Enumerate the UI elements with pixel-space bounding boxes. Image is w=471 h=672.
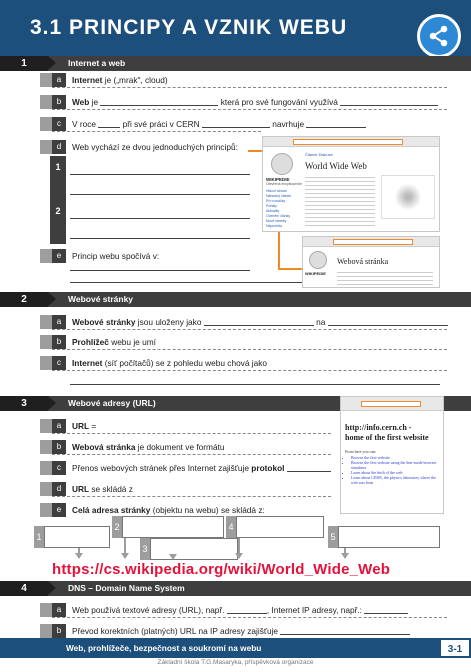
wikipedia-globe-icon (271, 153, 293, 175)
question-3b (0, 439, 471, 455)
answer-blank[interactable] (306, 119, 366, 128)
cern-link[interactable]: • Browse the first website using the line-mode browser simulator (351, 460, 441, 470)
question-letter: b (52, 624, 66, 638)
cern-link[interactable]: • Learn about CERN, the physics laboratory where the web was born (351, 475, 441, 485)
url-part-number-5: 5 (328, 526, 338, 548)
wikipedia-screenshot-2: WIKIPEDIE Webová stránka (302, 236, 440, 288)
question-text: V roce při své práci v CERN navrhuje (72, 119, 366, 129)
question-4a (0, 602, 471, 618)
principle-number-1: 1 (50, 156, 66, 200)
url-part-number-4: 4 (226, 516, 236, 538)
arrow-down-icon (75, 553, 83, 559)
school-name: Základní škola T.G.Masaryka, příspěvková organizace (157, 659, 314, 666)
arrow-down-icon (235, 553, 243, 559)
answer-line[interactable] (70, 194, 250, 195)
question-text: Přenos webových stránek přes Internet zajišťuje protokol (72, 463, 331, 473)
cern-first-website-screenshot: http://info.cern.ch - home of the first website From here you can: • Browse the first website • Browse the first website using the line-mode browser simulator • Learn about the birth of the web • Learn about CERN, the physics laboratory where the web was born (340, 396, 444, 514)
arrow-down-icon (341, 553, 349, 559)
url-part-box-1[interactable] (44, 526, 110, 548)
answer-blank[interactable] (287, 463, 331, 472)
question-letter: d (52, 482, 66, 496)
question-text: URL se skládá z (72, 484, 133, 494)
section-number: 1 (0, 56, 48, 71)
page-number: 3-1 (439, 638, 471, 658)
wikipedia-logo: WIKIPEDIE (266, 177, 290, 182)
section-bar-4 (0, 581, 471, 596)
page-title: 3.1 PRINCIPY A VZNIK WEBU (30, 16, 348, 39)
url-part-number-1: 1 (34, 526, 44, 548)
question-text: Celá adresa stránky (objektu na webu) se skládá z: (72, 505, 265, 515)
question-letter: b (52, 440, 66, 454)
answer-line[interactable] (70, 174, 250, 175)
question-letter: a (52, 73, 66, 87)
example-url: https://cs.wikipedia.org/wiki/World_Wide_Web (52, 561, 391, 578)
section-title: Webové stránky (68, 294, 134, 304)
url-part-box-3[interactable] (150, 538, 238, 560)
url-part-number-3: 3 (140, 538, 150, 560)
section-number: 4 (0, 581, 48, 596)
question-1c (0, 116, 471, 132)
question-2c (0, 355, 471, 371)
question-letter: a (52, 603, 66, 617)
question-3c (0, 460, 471, 476)
question-text: Prohlížeč webu je umí (72, 337, 156, 347)
question-2a (0, 314, 471, 330)
section-title: Webové adresy (URL) (68, 398, 156, 408)
answer-blank[interactable] (98, 119, 120, 128)
share-icon (427, 24, 451, 48)
answer-blank[interactable] (364, 605, 408, 614)
answer-line[interactable] (70, 238, 250, 239)
question-letter: a (52, 315, 66, 329)
question-letter: a (52, 419, 66, 433)
wikipedia-globe-icon (309, 251, 327, 269)
answer-blank[interactable] (340, 97, 438, 106)
cern-link[interactable]: • Learn about the birth of the web (351, 470, 441, 475)
question-4b (0, 623, 471, 639)
answer-blank[interactable] (202, 119, 270, 128)
cern-url-heading: http://info.cern.ch - (345, 423, 412, 432)
section-title: DNS – Domain Name System (68, 583, 185, 593)
cern-link[interactable]: • Browse the first website (351, 455, 441, 460)
arrow-down-icon (169, 554, 177, 560)
question-text: Princip webu spočívá v: (72, 251, 160, 261)
question-letter: c (52, 117, 66, 131)
cern-subtitle: home of the first website (345, 433, 429, 442)
answer-line[interactable] (70, 270, 250, 271)
wikipedia-nav: Hlavní strana Náhodný článek Pro nováčky Portály Aktuality Ocenění články Nové stránky Nápověda (266, 189, 292, 228)
question-letter: e (52, 249, 66, 263)
question-letter: b (52, 95, 66, 109)
question-letter: b (52, 335, 66, 349)
question-3a (0, 418, 471, 434)
section-number: 3 (0, 396, 48, 411)
wikipedia-heading: World Wide Web (305, 161, 367, 171)
url-part-box-2[interactable] (122, 516, 224, 538)
arrow-down-icon (121, 553, 129, 559)
question-3d (0, 481, 471, 497)
question-1b (0, 94, 471, 110)
url-part-box-4[interactable] (236, 516, 324, 538)
answer-blank[interactable] (280, 626, 410, 635)
web-graph-image (381, 175, 435, 219)
question-text: Internet je („mrak", cloud) (72, 75, 168, 85)
question-text: Převod korektních (platných) URL na IP adresy zajišťuje (72, 626, 410, 636)
answer-line[interactable] (70, 384, 440, 385)
answer-blank[interactable] (204, 317, 314, 326)
question-letter: c (52, 356, 66, 370)
question-text: Webové stránky jsou uloženy jako na (72, 317, 448, 327)
url-part-box-5[interactable] (338, 526, 440, 548)
section-number: 2 (0, 292, 48, 307)
answer-line[interactable] (70, 218, 250, 219)
question-text: URL = (72, 421, 97, 431)
question-text: Web je která pro své fungování využívá (72, 97, 438, 107)
question-text: Web používá textové adresy (URL), např. , Internet IP adresy, např.: (72, 605, 408, 615)
section-bar-1 (0, 56, 471, 71)
question-letter: d (52, 140, 66, 154)
question-2b (0, 334, 471, 350)
page-footer (0, 638, 471, 658)
answer-blank[interactable] (227, 605, 267, 614)
section-title: Internet a web (68, 58, 126, 68)
question-text: Web vychází ze dvou jednoduchých principů: (72, 142, 238, 152)
answer-blank[interactable] (100, 97, 218, 106)
url-part-number-2: 2 (112, 516, 122, 538)
principle-number-2: 2 (50, 200, 66, 244)
footer-label: Web, prohlížeče, bezpečnost a soukromí na webu (66, 643, 262, 653)
question-text: Internet (síť počítačů) se z pohledu webu chová jako (72, 358, 267, 368)
section-bar-2 (0, 292, 471, 307)
answer-blank[interactable] (328, 317, 448, 326)
question-letter: c (52, 461, 66, 475)
share-button[interactable] (417, 14, 461, 58)
wikipedia-screenshot: WIKIPEDIE Otevřená encyklopedie Hlavní strana Náhodný článek Pro nováčky Portály Aktuality Ocenění články Nové stránky Nápověda Článek Diskuse World Wide Web (262, 136, 440, 232)
page-header (0, 0, 471, 58)
question-1a (0, 72, 471, 88)
question-text: Webová stránka je dokument ve formátu (72, 442, 225, 452)
question-letter: e (52, 503, 66, 517)
